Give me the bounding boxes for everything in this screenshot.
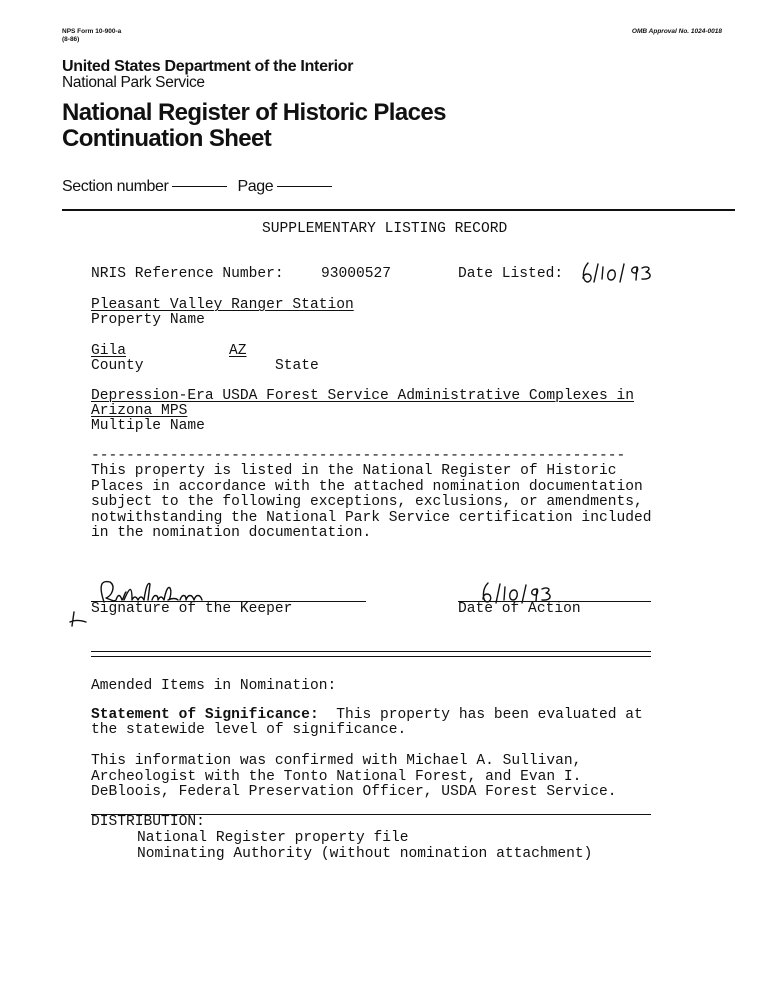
property-name-label: Property Name: [91, 312, 205, 328]
distribution-item: National Register property file: [137, 830, 409, 846]
statement-line: Places in accordance with the attached nomination documentation: [91, 478, 643, 495]
double-divider: [91, 651, 651, 657]
form-date-text: (8-86): [62, 36, 80, 43]
state-label: State: [275, 358, 319, 374]
confirmation-line: This information was confirmed with Michael A. Sullivan,: [91, 753, 582, 769]
significance-label: Statement of Significance:: [91, 707, 319, 723]
form-number: [62, 28, 121, 44]
header-divider: [62, 209, 735, 211]
multiple-name-value-1: Depression-Era USDA Forest Service Administrative Complexes in: [91, 388, 634, 404]
statement-line: This property is listed in the National Register of Historic: [91, 463, 617, 479]
department-name: United States Department of the Interior: [62, 58, 354, 75]
record-heading: SUPPLEMENTARY LISTING RECORD: [262, 221, 508, 237]
county-value: Gila: [91, 343, 127, 359]
nris-label: NRIS Reference Number:: [91, 266, 284, 282]
confirmation-paragraph: [91, 754, 616, 801]
date-listed-handwritten: [578, 258, 668, 288]
county-label: County: [91, 358, 144, 374]
title-line-2: Continuation Sheet: [62, 125, 272, 152]
statement-line: notwithstanding the National Park Service certification included: [91, 509, 652, 526]
section-number-blank: [172, 186, 227, 187]
confirmation-line: Archeologist with the Tonto National Forest, and Evan I.: [91, 768, 582, 785]
confirmation-line: DeBloois, Federal Preservation Officer, USDA Forest Service.: [91, 784, 617, 800]
section-number-label: Section number: [62, 178, 169, 195]
amended-heading: Amended Items in Nomination:: [91, 678, 337, 694]
significance-text-1: This property has been evaluated at: [336, 707, 643, 723]
distribution-heading: DISTRIBUTION:: [91, 814, 205, 830]
page-number-blank: [277, 186, 332, 187]
page-title: [62, 100, 446, 152]
multiple-name-value-2: Arizona MPS: [91, 403, 188, 419]
title-line-1: National Register of Historic Places: [62, 99, 446, 126]
omb-approval: OMB Approval No. 1024-0018: [631, 28, 722, 35]
significance-text-2: the statewide level of significance.: [91, 722, 407, 738]
agency-name: National Park Service: [62, 74, 205, 91]
date-listed-label: Date Listed:: [458, 266, 564, 282]
section-page-row: [62, 178, 338, 196]
form-number-text: NPS Form 10-900-a: [62, 28, 122, 35]
distribution-item: Nominating Authority (without nomination attachment): [137, 846, 593, 862]
listing-statement: [91, 464, 652, 542]
property-name-value: Pleasant Valley Ranger Station: [91, 297, 354, 313]
signature-label: Signature of the Keeper: [91, 601, 293, 617]
multiple-name-label: Multiple Name: [91, 418, 205, 434]
dash-divider: -------------------------------------------------------------: [91, 448, 626, 464]
page-label: Page: [237, 178, 274, 195]
state-value: AZ: [229, 343, 247, 359]
statement-line: subject to the following exceptions, exclusions, or amendments,: [91, 494, 643, 510]
nris-value: 93000527: [321, 266, 392, 282]
statement-line: in the nomination documentation.: [91, 525, 372, 541]
date-of-action-label: Date of Action: [458, 601, 581, 617]
